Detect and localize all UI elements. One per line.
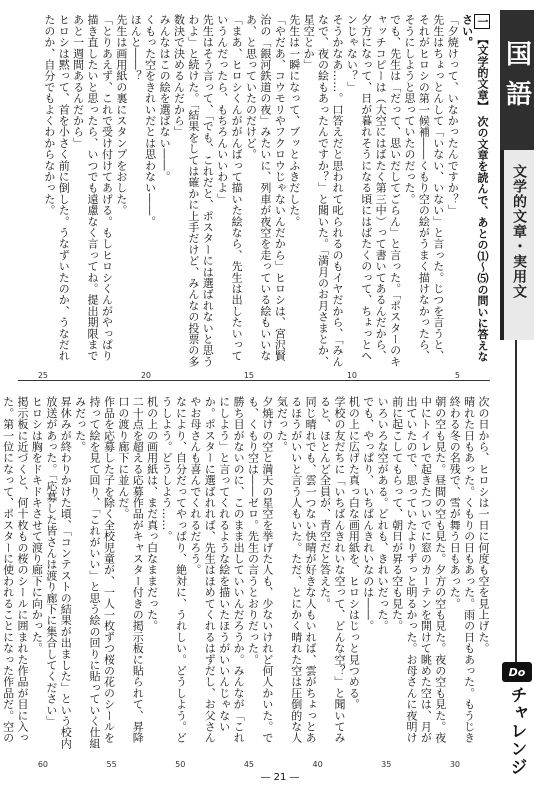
passage-paragraph: 夕焼けの空と満天の星空を挙げた人も、少ないけれど何人かいた。でも、くもり空は――ゼロ。先生の言うとおりだった。 xyxy=(246,396,274,744)
line-number: 35 xyxy=(381,760,392,769)
line-number: 50 xyxy=(175,760,186,769)
passage-paragraph: 「やだあ、コウモリやフクロウじゃないんだから」ヒロシは、宮沢賢治の「銀河鉄道の夜」みたいに、列車が夜空を走っている絵もいいなあ、と思っていたのだけど。 xyxy=(244,14,287,362)
logo xyxy=(500,662,534,782)
passage-bottom-block xyxy=(1,396,490,751)
passage-paragraph: 同じ晴れでも、雲一つない快晴が好きな人もいれば、雲がちょっとあるほうがいいと言う人もいた。ただ、とにかく晴れた空は圧倒的な人気だった。 xyxy=(275,396,318,744)
passage-paragraph: そうかなあ……。口答えだと思われて叱られるのもイヤだから、「みんなで、夜の絵もあったんですか？」と聞いた。「満月のお月さまとか、星空とか」 xyxy=(302,14,344,367)
passage-paragraph: 次の日から、ヒロシは一日に何度も空を見上げた。 xyxy=(477,396,490,654)
logo-text: チャレンジ xyxy=(506,686,527,776)
passage-top xyxy=(18,14,490,369)
passage-paragraph: 掲示板に近づくと、何十枚もの桜のシールに囲まれた作品が目に入った。第一位になって、ポスターに使われることになった作品だ。空の xyxy=(1,396,29,744)
passage-paragraph: みんなはこの絵を選ばない――。 xyxy=(158,14,172,182)
passage-paragraph: ヒロシは胸をドキドキさせて渡り廊下に向かった。 xyxy=(30,396,44,654)
passage-paragraph: 机の上の画用紙は、まだ真っ白なままだった。 xyxy=(145,396,159,632)
line-numbers-top xyxy=(18,371,490,383)
passage-paragraph: 「まあ、ヒロシくんががんばって描いた絵なら、先生は出したいっていうんだったら、もちろんいいわよ」 xyxy=(215,14,244,362)
passage-paragraph: 「とりあえず、これで受け付けてあげる。もしヒロシくんがやっぱり描き直したいと思ったら、いつでも遠慮なく言ってね。提出期限まであと一週間あるんだから」 xyxy=(71,14,114,362)
passage-paragraph: ヒロシは黙って、首を小さく前に倒した。うなずいたのか、うなだれたのか、自分でもよくわからなかった。 xyxy=(42,14,71,362)
passage-paragraph: 先生はちょっとんして「いない、いない」と言った。じつを言うと、それがヒロシの第一候補――くもり空の絵がうまく描けなかったら、そうにしようと思っていたのだった。 xyxy=(402,14,445,362)
line-number: 5 xyxy=(454,371,460,380)
category-box xyxy=(500,150,534,340)
line-number: 15 xyxy=(243,371,254,380)
passage-bottom xyxy=(1,396,490,751)
passage-paragraph: 二十点を超える応募作品がキャスター付きの掲示板に貼られて、昇降口の渡り廊下に並んだ。 xyxy=(116,396,145,744)
question-instruction: 次の文章を読んで、あとの⑴〜⑸の問いに答えなさい。 xyxy=(460,14,489,363)
passage-paragraph: でも、先生は「だって、思いだしてごらん」と言った。「ポスターのキャッチコピーは（大空にはばたく第三中）って書いてあるんだから、夕方になって、日が暮れそうになる頃にはばたくのって、ちょっとヘンじゃない？」 xyxy=(345,14,402,367)
line-number: 30 xyxy=(449,760,460,769)
line-number: 40 xyxy=(312,760,323,769)
logo-mark: Do xyxy=(502,662,532,682)
sidebar xyxy=(500,10,534,782)
line-number: 55 xyxy=(106,760,117,769)
line-numbers-bottom xyxy=(18,760,490,772)
passage-paragraph: 学校の友だちに「いちばんきれいな空って、どんな空？」と聞いてみると、ほとんど全員が、青空だと答えた。 xyxy=(318,396,346,744)
subject-box xyxy=(500,10,534,150)
passage-paragraph: くもった空をきれいだとは思わない――。 xyxy=(143,14,157,227)
line-number: 60 xyxy=(37,760,48,769)
passage-paragraph: 昇休みが終わりかけた頃、「コンテストの結果が出ました」という校内放送があった。「応募した皆さんは渡り廊下に集合してください」 xyxy=(44,396,73,749)
question-header xyxy=(459,14,490,369)
line-number: 45 xyxy=(243,760,254,769)
passage-paragraph: でも、やっぱり、いちばんきれいなのは――。 xyxy=(361,396,375,632)
passage-paragraph: 作品を応募した子を除く全校児童が、一人一枚ずつ桜の花のシールを持って絵を見て回り、「これがいい」と思う絵の回りに貼っていく仕組みだった。 xyxy=(73,396,116,749)
passage-paragraph: ほんと――？ xyxy=(129,14,143,82)
question-number: 一 xyxy=(474,14,490,29)
sidebar-rule xyxy=(515,340,517,662)
question-tag: 【文学的文章】 xyxy=(476,33,489,112)
line-number: 25 xyxy=(37,371,48,380)
page-number: — 21 — xyxy=(260,772,300,783)
passage-paragraph: 先生はそう言って、「でも、これだと、ポスターには選ばれないと思うわよ」と続けた。「結果をしては確かに上手だけど、みんなの投票の多数決で決めるんだから」 xyxy=(172,14,215,367)
passage-paragraph: 晴れた日もあった。くもりの日もあった。雨の日もあった。もうじき終わる冬の名残で、雪が舞う日もあった。 xyxy=(448,396,476,744)
section-divider xyxy=(18,380,490,381)
passage-paragraph: 「夕焼けって、いなかったんですか？」 xyxy=(446,14,460,216)
category-title: 文学的文章・実用文 xyxy=(511,164,527,299)
passage-paragraph: なにより、自分だってやっぱり、絶対に、うれしい。どうしよう。どうしよう。どうしよう……。 xyxy=(160,396,188,744)
passage-paragraph: 机の上に広げた真っ白な画用紙を、ヒロシはじっと見つめる。 xyxy=(347,396,361,710)
line-number: 20 xyxy=(140,371,151,380)
passage-paragraph: 朝の空も見た。昼間の空も見た。夕方の空も見た。夜の空も見た。夜中にトイレで起きたついでに窓のカーテンを開けて眺めた空は、月が出ていたので、思っていたよりずっと明るかった。お母さんに夜明け前に起こしてもらって、朝日が昇る空も見た。 xyxy=(390,396,447,744)
line-number: 10 xyxy=(346,371,357,380)
subject-title: 国語 xyxy=(501,40,532,120)
passage-paragraph: いろいろな空がある。どれも、きれいだった。 xyxy=(376,396,390,632)
passage-paragraph: 勝ち目がないのに、このまま出していいんだろうか。みんなが「これにしよう」と言ってくれるような絵を描いたほうがいいんじゃないか。ポスターに選ばれれば、先生はほめてくれるはずだし、お父さんやお母さんも喜んでくれるだろう。 xyxy=(188,396,246,744)
passage-paragraph: 先生は一瞬になって、ブッとふきだした。 xyxy=(287,14,301,227)
passage-paragraph: 先生は画用紙の裏にスタンプをおした。 xyxy=(114,14,128,216)
passage-top-block xyxy=(18,14,490,369)
